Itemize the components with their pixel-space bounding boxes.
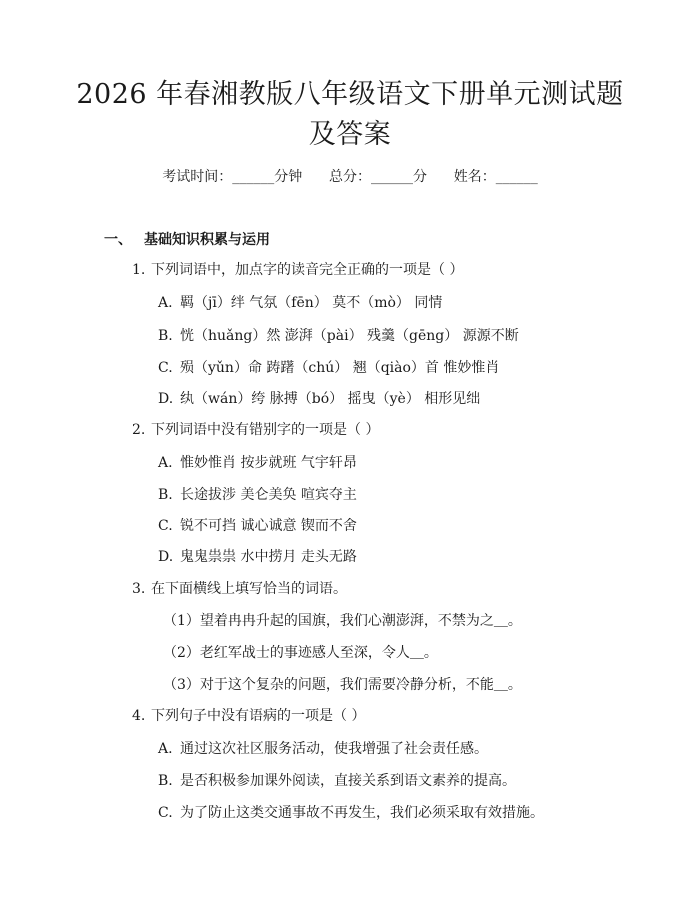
option-label: A. [158,295,173,311]
question-4-option-a [158,738,488,760]
question-3-item-1: （1）望着冉冉升起的国旗，我们心潮澎湃，不禁为之＿。 [163,613,522,629]
option-label: A. [158,455,173,471]
question-1-option-d [158,388,480,410]
question-1-option-a [158,292,442,314]
question-2-stem [132,419,379,441]
option-text: 殒（yǔn）命 踌躇（chú） 翘（qiào）首 惟妙惟肖 [180,360,500,376]
section-number: 一、 [104,232,132,248]
option-label: D. [158,549,174,565]
option-text: 羁（jī）绊 气氛（fēn） 莫不（mò） 同情 [180,295,443,311]
doc-title-line1: 2026 年春湘教版八年级语文下册单元测试题 [76,79,624,110]
option-text: 惟妙惟肖 按步就班 气宇轩昂 [180,455,357,471]
question-2-option-c [158,515,357,537]
option-label: D. [158,391,174,407]
question-number: 4. [132,708,146,724]
question-number: 1. [132,262,146,278]
question-4-option-b [158,770,516,792]
option-text: 锐不可挡 诚心诚意 锲而不舍 [180,518,357,534]
question-2-option-a [158,452,357,474]
question-3-stem [132,578,347,600]
question-number: 3. [132,581,146,597]
section-heading [104,229,270,251]
option-text: 为了防止这类交通事故不再发生，我们必须采取有效措施。 [180,805,544,821]
question-4-option-c [158,802,544,824]
question-number: 2. [132,422,146,438]
question-1-stem [132,259,463,281]
question-1-option-b [158,325,519,347]
question-text: 下列词语中没有错别字的一项是（ ） [151,422,380,438]
option-label: B. [158,487,173,503]
option-text: 长途拔涉 美仑美奂 喧宾夺主 [180,487,357,503]
option-label: C. [158,360,173,376]
question-2-option-d [158,546,357,568]
section-title: 基础知识积累与运用 [144,232,270,248]
question-3-item-3: （3）对于这个复杂的问题，我们需要冷静分析，不能＿。 [163,677,522,693]
question-1-option-c [158,357,499,379]
option-label: A. [158,741,173,757]
exam-meta-line: 考试时间：______分钟 总分：______分 姓名：______ [162,169,538,185]
option-text: 鬼鬼祟祟 水中捞月 走头无路 [180,549,357,565]
option-label: B. [158,773,173,789]
question-2-option-b [158,484,357,506]
option-text: 恍（huǎng）然 澎湃（pài） 残羹（gēng） 源源不断 [180,328,519,344]
option-label: B. [158,328,173,344]
question-3-item-2: （2）老红军战士的事迹感人至深，令人＿。 [163,645,438,661]
question-text: 下列句子中没有语病的一项是（ ） [151,708,366,724]
doc-title-line2: 及答案 [308,119,392,150]
option-text: 通过这次社区服务活动，使我增强了社会责任感。 [180,741,488,757]
question-text: 下列词语中，加点字的读音完全正确的一项是（ ） [151,262,464,278]
option-text: 纨（wán）绔 脉搏（bó） 摇曳（yè） 相形见绌 [180,391,481,407]
question-text: 在下面横线上填写恰当的词语。 [151,581,347,597]
option-text: 是否积极参加课外阅读，直接关系到语文素养的提高。 [180,773,516,789]
option-label: C. [158,805,173,821]
option-label: C. [158,518,173,534]
question-4-stem [132,705,365,727]
